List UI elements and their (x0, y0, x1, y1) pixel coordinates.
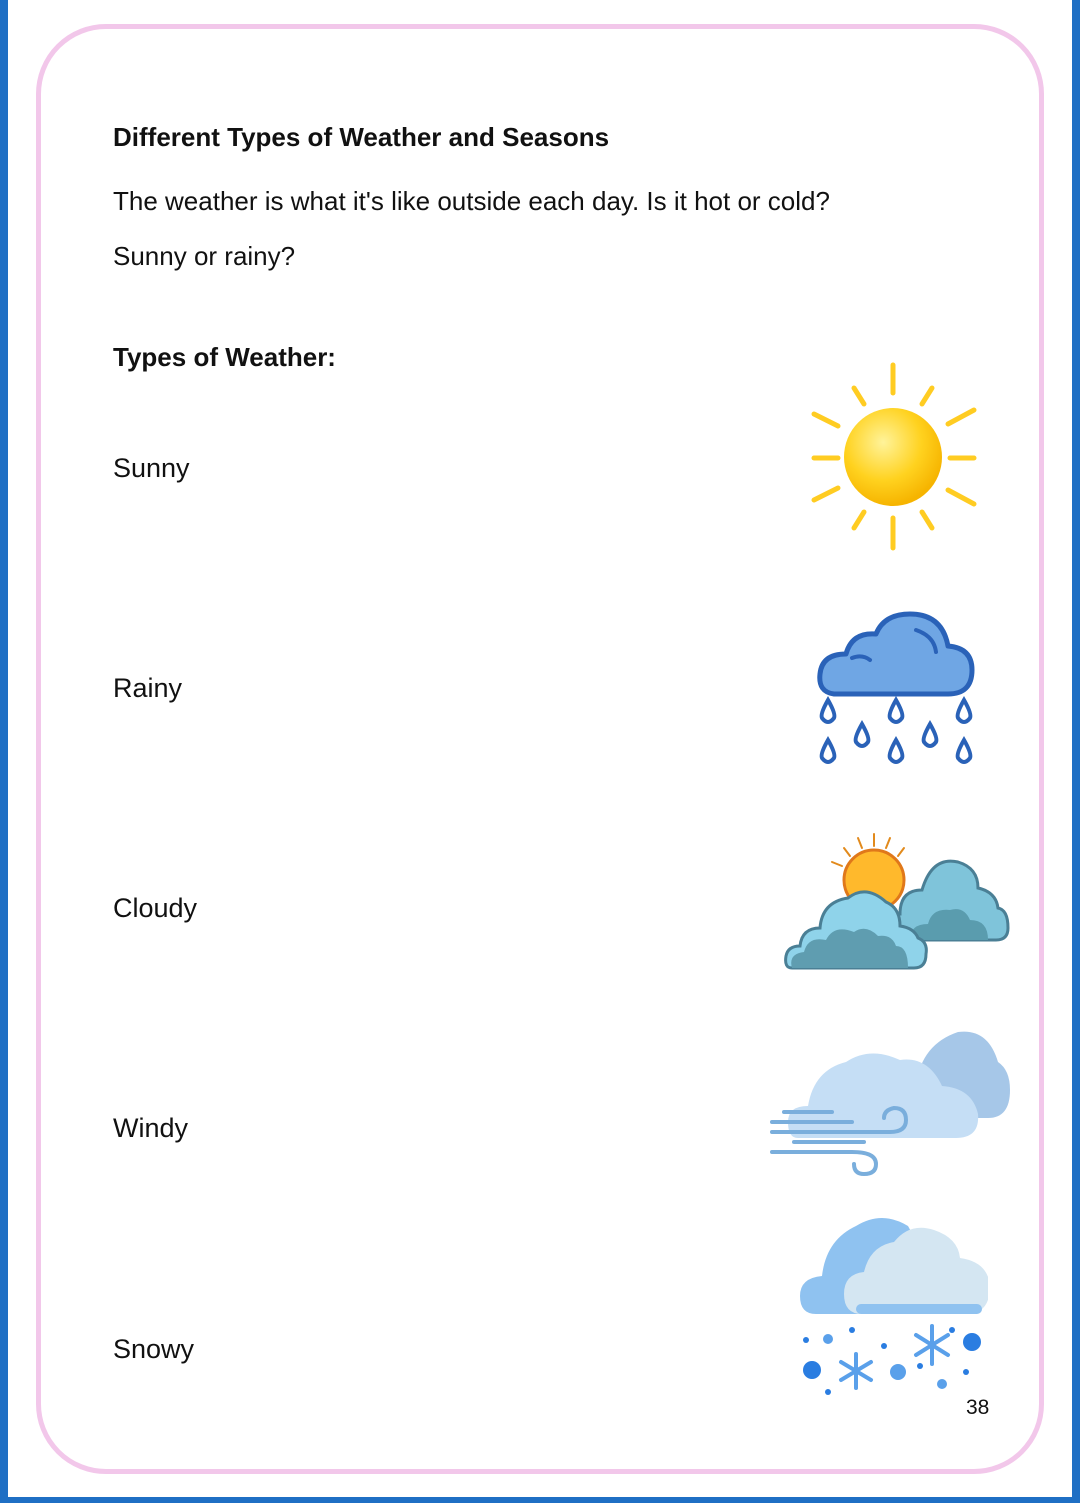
snow-icon (798, 1206, 988, 1407)
intro-line-2: Sunny or rainy? (113, 241, 296, 271)
weather-label-cloudy: Cloudy (113, 893, 198, 923)
intro-line-1: The weather is what it's like outside each day. Is it hot or cold? (113, 186, 830, 216)
weather-label-sunny: Sunny (113, 453, 190, 483)
sun-icon (806, 360, 980, 559)
page-title: Different Types of Weather and Seasons (113, 122, 610, 152)
intro-text (113, 174, 953, 284)
types-heading: Types of Weather: (113, 342, 336, 372)
cloudy-icon (782, 828, 1010, 977)
weather-label-windy: Windy (113, 1113, 189, 1143)
weather-label-rainy: Rainy (113, 673, 183, 703)
windy-icon (768, 1026, 1012, 1181)
rain-cloud-icon (812, 608, 980, 779)
page-number: 38 (966, 1396, 990, 1419)
weather-label-snowy: Snowy (113, 1334, 195, 1364)
